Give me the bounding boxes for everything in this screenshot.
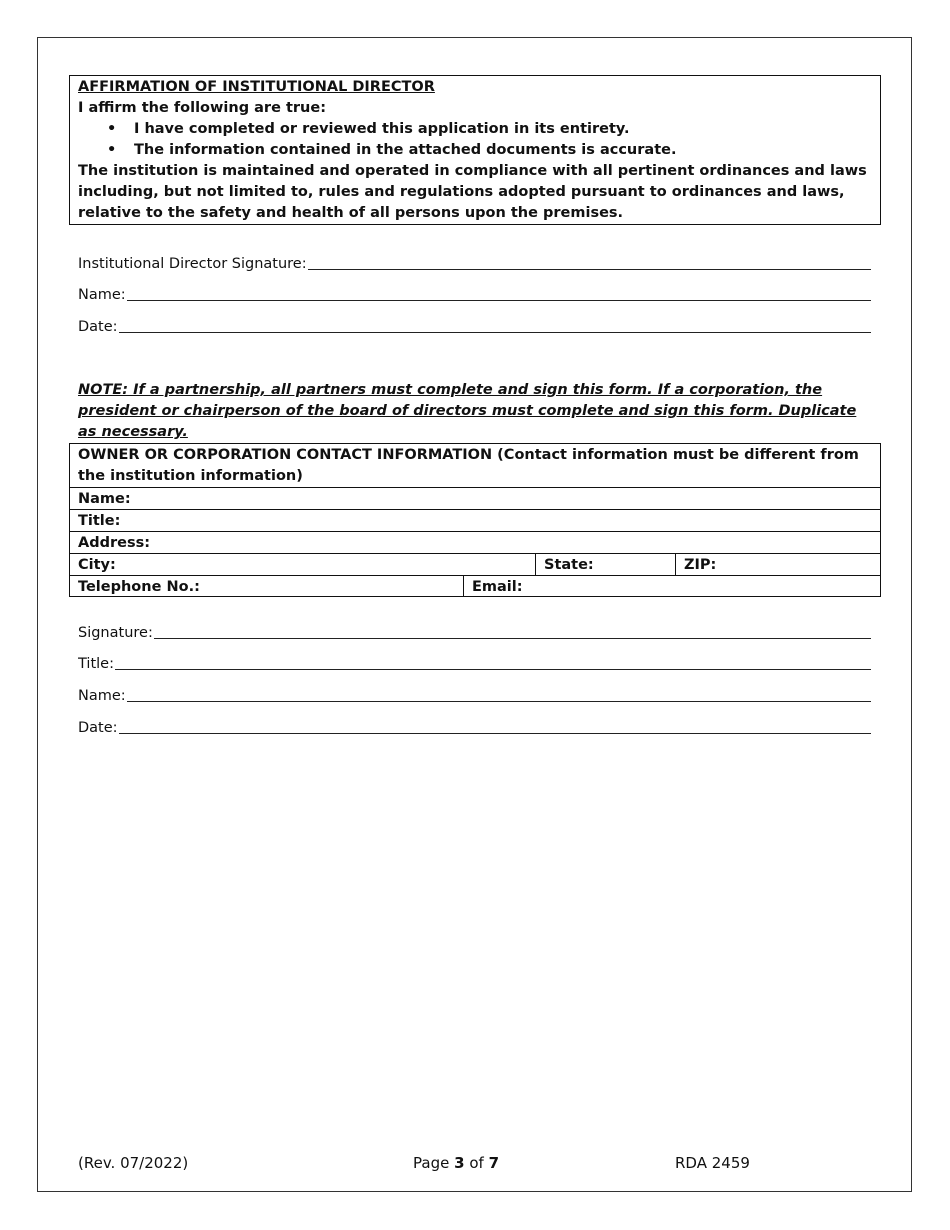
owner-title-field[interactable] [78,652,871,674]
contact-telephone-cell[interactable] [70,576,463,597]
affirmation-bullet: • I have completed or reviewed this application in its entirety. [134,119,872,140]
revision-date: (Rev. 07/2022) [78,1154,189,1172]
page-number [413,1154,499,1172]
fill-line[interactable] [154,637,871,639]
page-current: 3 [454,1154,465,1172]
contact-zip-label: ZIP: [684,556,717,573]
form-number: RDA 2459 [675,1154,750,1172]
affirmation-intro: I affirm the following are true: [78,100,326,116]
field-label: Name: [78,287,126,303]
field-label: Title: [78,656,114,672]
contact-title-row[interactable] [70,510,880,532]
fill-line[interactable] [119,331,871,333]
fill-line[interactable] [127,700,871,702]
field-label: Institutional Director Signature: [78,256,307,272]
affirmation-bullet: • The information contained in the attached documents is accurate. [134,140,872,161]
contact-zip-cell[interactable] [675,554,880,575]
page-total: 7 [488,1154,500,1172]
contact-address-row[interactable] [70,532,880,554]
fill-line[interactable] [308,268,871,270]
contact-city-label: City: [78,556,116,573]
contact-city-state-zip-row [70,554,880,576]
owner-date-field[interactable] [78,716,871,738]
fill-line[interactable] [127,299,871,301]
contact-name-row[interactable] [70,488,880,510]
affirmation-statement: The institution is maintained and operated in compliance with all pertinent ordinances and laws including, but not limited to, rules and regulations adopted pursuant to ordinances and laws, relative to the safety and health of all persons upon the premises. [78,163,867,221]
contact-state-cell[interactable] [535,554,674,575]
contact-phone-email-row [70,576,880,597]
owner-name-field[interactable] [78,684,871,706]
owner-signature-field[interactable] [78,621,871,643]
director-signature-field[interactable] [78,252,871,274]
director-name-field[interactable] [78,283,871,305]
contact-email-cell[interactable] [463,576,880,597]
contact-city-cell[interactable] [70,554,535,575]
contact-address-label: Address: [78,534,151,551]
affirmation-heading: AFFIRMATION OF INSTITUTIONAL DIRECTOR [78,79,435,95]
contact-name-label: Name: [78,490,131,507]
contact-telephone-label: Telephone No.: [78,578,200,595]
contact-table [69,443,881,597]
field-label: Date: [78,720,118,736]
field-label: Date: [78,319,118,335]
contact-heading: OWNER OR CORPORATION CONTACT INFORMATION (Contact information must be different from the institution information) [78,447,859,484]
contact-heading-row [70,444,880,488]
contact-title-label: Title: [78,512,121,529]
page-of: of [469,1154,484,1172]
field-label: Signature: [78,625,153,641]
director-date-field[interactable] [78,315,871,337]
contact-email-label: Email: [472,578,523,595]
page-word: Page [413,1154,450,1172]
affirmation-section [69,75,881,225]
note-text: NOTE: If a partnership, all partners must complete and sign this form. If a corporation, the president or chairperson of the board of directors must complete and sign this form. Duplicate as necessary. [78,382,857,440]
field-label: Name: [78,688,126,704]
fill-line[interactable] [115,668,871,670]
affirmation-bullet-list [78,119,872,161]
fill-line[interactable] [119,732,871,734]
contact-state-label: State: [544,556,594,573]
